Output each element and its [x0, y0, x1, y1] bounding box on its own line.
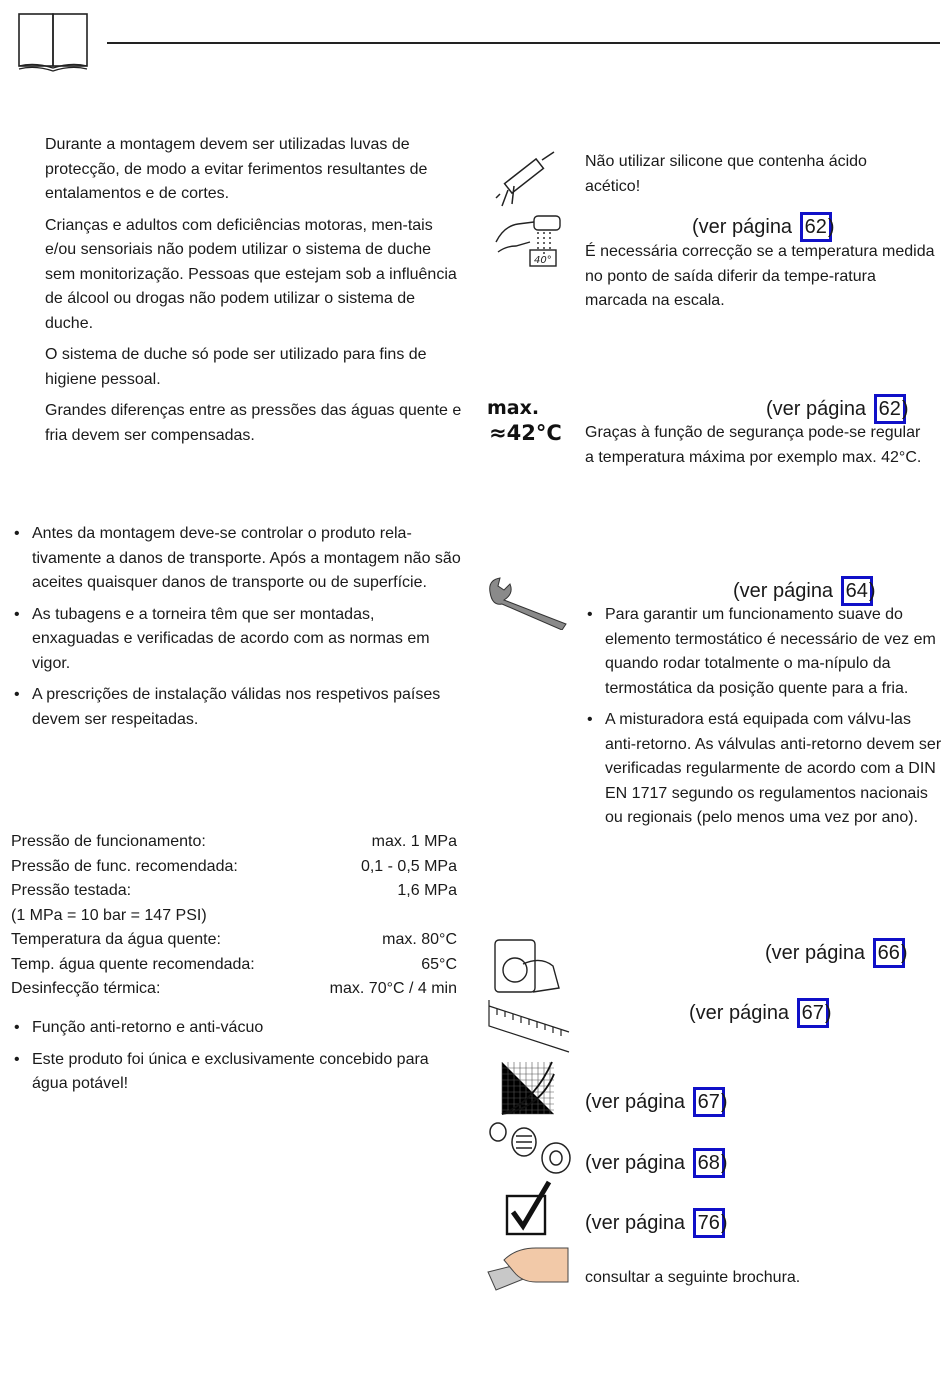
spec-row: [11, 879, 457, 904]
see-suffix: ): [824, 1002, 832, 1024]
see-prefix: (ver página: [585, 1152, 691, 1174]
see-prefix: (ver página: [585, 1212, 691, 1234]
cleaning-hand-icon: [486, 1242, 572, 1294]
spare-parts-icon: [488, 1120, 572, 1176]
spec-row: [11, 904, 457, 929]
see-page-flow: [585, 1087, 728, 1117]
see-prefix: (ver página: [689, 1002, 795, 1024]
spec-label: Pressão testada:: [11, 882, 132, 899]
maintenance-list: [585, 603, 943, 831]
page-link[interactable]: 67: [797, 998, 829, 1028]
see-suffix: ): [900, 942, 908, 964]
technical-data: [11, 830, 457, 1002]
list-item: • Antes da montagem deve-se controlar o produto rela-tivamente a danos de transporte. Após a montagem não são aceites quaisquer danos de transporte ou de superfície.: [12, 522, 462, 596]
see-prefix: (ver página: [692, 216, 798, 238]
thermometer-hand-icon: [494, 212, 564, 270]
flow-graph-icon: [500, 1060, 556, 1116]
safety-section: [45, 133, 465, 448]
list-item: • A misturadora está equipada com válvu-las anti-retorno. As válvulas anti-retorno devem ser verificadas regularmente de acordo com a DIN EN 1717 segundo os regulamentos nacionais ou regionais (pelo menos uma vez por ano).: [585, 708, 943, 831]
see-page-parts: [585, 1148, 728, 1178]
safety-function-text: Graças à função de segurança pode-se regular a temperatura máxima por exemplo max. 42°C.: [585, 424, 922, 466]
silicone-gun-icon: [494, 150, 558, 208]
page-link[interactable]: 67: [693, 1087, 725, 1117]
thermo-display: 40°: [534, 255, 552, 266]
see-page-dimensions: [689, 998, 832, 1028]
see-prefix: (ver página: [765, 942, 871, 964]
spec-row: [11, 977, 457, 1002]
page-link[interactable]: 68: [693, 1148, 725, 1178]
spec-value: 65°C: [421, 955, 457, 973]
spec-row: [11, 953, 457, 978]
safety-paragraph: Grandes diferenças entre as pressões das águas quente e fria devem ser compensadas.: [45, 402, 462, 444]
spec-label: Temperatura da água quente:: [11, 931, 221, 948]
spec-value: max. 1 MPa: [371, 833, 457, 850]
see-suffix: ): [868, 580, 876, 602]
see-page-adjust: [692, 212, 835, 242]
list-item: • As tubagens e a torneira têm que ser montadas, enxaguadas e verificadas de acordo com as normas em vigor.: [12, 603, 462, 677]
see-prefix: (ver página: [585, 1091, 691, 1113]
spec-label: Desinfecção térmica:: [11, 980, 161, 997]
spec-label: Pressão de funcionamento:: [11, 833, 206, 850]
spec-row: [11, 855, 457, 880]
see-prefix: (ver página: [733, 580, 839, 602]
spec-label: Temp. água quente recomendada:: [11, 955, 255, 973]
list-item: • A prescrições de instalação válidas nos respetivos países devem ser respeitadas.: [12, 683, 462, 732]
page-link[interactable]: 66: [873, 938, 905, 968]
see-suffix: ): [827, 216, 835, 238]
page-link[interactable]: 64: [841, 576, 873, 606]
spec-value: max. 80°C: [382, 931, 457, 948]
handle-icon: [493, 938, 565, 996]
list-item: • Este produto foi única e exclusivamente concebido para água potável!: [12, 1048, 462, 1097]
see-page-safety: [766, 394, 909, 424]
see-page-test: [585, 1208, 728, 1238]
spec-row: [11, 830, 457, 855]
see-suffix: ): [720, 1212, 728, 1234]
spec-row: [11, 928, 457, 953]
max-temp-label: ≈42°C: [489, 421, 562, 445]
adjust-text: É necessária correcção se a temperatura medida no ponto de saída diferir da tempe-ratura marcada na escala.: [585, 243, 935, 309]
safety-paragraph: O sistema de duche só pode ser utilizado para fins de higiene pessoal.: [45, 346, 427, 388]
silicone-warning: Não utilizar silicone que contenha ácido acético!: [585, 153, 867, 195]
see-prefix: (ver página: [766, 398, 872, 420]
page-link[interactable]: 76: [693, 1208, 725, 1238]
ruler-icon: [487, 998, 571, 1054]
spec-value: 1,6 MPa: [397, 882, 457, 899]
see-page-operation: [765, 938, 908, 968]
see-suffix: ): [901, 398, 909, 420]
list-item: • Para garantir um funcionamento suave do elemento termostático é necessário de vez em quando rodar totalmente o ma-nípulo da termostática da posição quente para a fria.: [585, 603, 943, 701]
book-icon: [17, 12, 89, 72]
wrench-icon: [486, 576, 572, 630]
see-page-maintenance: [733, 576, 876, 606]
max-label: max.: [487, 397, 540, 419]
checkmark-icon: [505, 1180, 553, 1236]
installation-notes: [12, 522, 462, 732]
header-rule: [107, 42, 940, 44]
cleaning-text: consultar a seguinte brochura.: [585, 1269, 801, 1286]
see-suffix: ): [720, 1152, 728, 1174]
spec-label: Pressão de func. recomendada:: [11, 857, 238, 875]
product-notes: [12, 1016, 462, 1097]
spec-label: (1 MPa = 10 bar = 147 PSI): [11, 906, 207, 924]
page-link[interactable]: 62: [874, 394, 906, 424]
safety-paragraph: Crianças e adultos com deficiências motoras, men-tais e/ou sensoriais não podem utilizar o sistema de duche sem monitorização. Pessoas que estejam sob a influência de álcool ou drogas não podem utilizar o sistema de duche.: [45, 216, 457, 332]
spec-value: 0,1 - 0,5 MPa: [360, 857, 457, 875]
list-item: • Função anti-retorno e anti-vácuo: [12, 1016, 462, 1041]
safety-paragraph: Durante a montagem devem ser utilizadas luvas de protecção, de modo a evitar ferimentos resultantes de entalamentos e de cortes.: [45, 136, 428, 202]
page-link[interactable]: 62: [800, 212, 832, 242]
see-suffix: ): [720, 1091, 728, 1113]
spec-value: max. 70°C / 4 min: [329, 980, 457, 997]
